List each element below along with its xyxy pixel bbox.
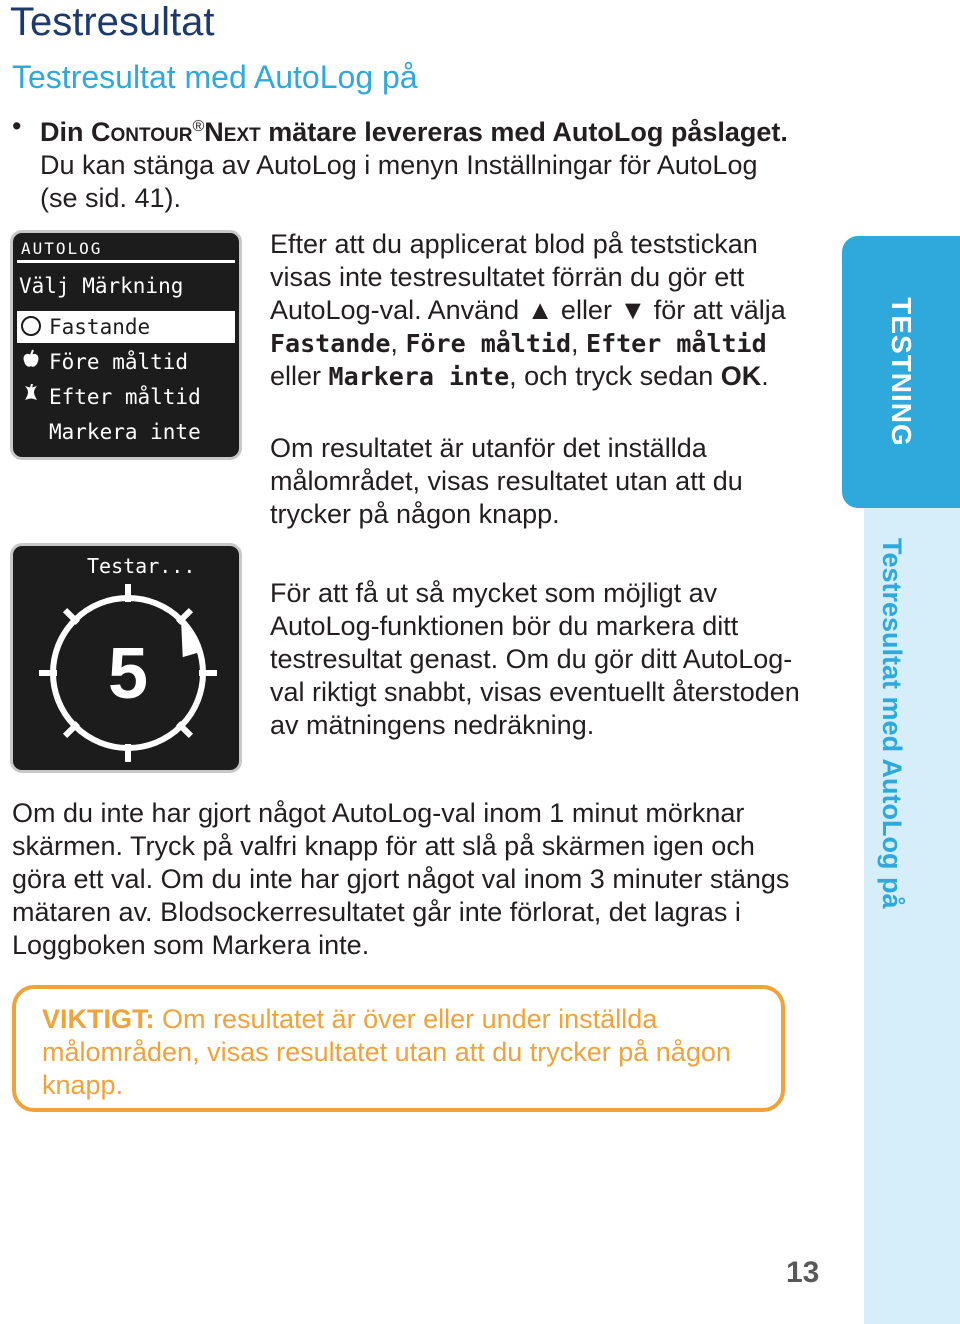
chapter-tab-label: TESTNING — [886, 297, 917, 447]
option-fore-maltid: Före måltid — [405, 329, 572, 358]
countdown-number: 5 — [107, 634, 149, 714]
important-text: Om resultatet är över eller under inställda målområden, visas resultatet utan att du trycker på någon knapp. — [42, 1004, 731, 1100]
chapter-tab — [842, 236, 960, 508]
apple-icon — [19, 346, 43, 378]
text-run: , — [390, 328, 406, 358]
screen-divider — [17, 260, 235, 263]
countdown-dial — [13, 546, 239, 770]
page-number: 13 — [786, 1256, 820, 1289]
bullet-text-regular: Du kan stänga av AutoLog i menyn Inställningar för AutoLog (se sid. 41). — [40, 150, 758, 213]
apple-core-icon — [19, 381, 43, 413]
bullet-text-bold-1: Din — [40, 117, 91, 147]
testing-screen — [10, 543, 242, 773]
important-label: VIKTIGT: — [42, 1004, 155, 1034]
timeout-paragraph: Om du inte har gjort något AutoLog-val inom 1 minut mörknar skärmen. Tryck på valfri knapp för att slå på skärmen igen och göra ett val. Om du inte har gjort något val inom 3 minuter stängs mätaren av. Blodsockerresultatet går inte förlorat, det lagras i Loggboken som Markera inte. — [12, 798, 790, 960]
text-run: för att välja — [646, 295, 786, 325]
testing-screen-header: Testar... — [87, 554, 196, 578]
text-run: , och tryck sedan — [509, 361, 721, 391]
menu-item-label: Markera inte — [49, 420, 201, 444]
menu-item-label: Före måltid — [49, 350, 189, 374]
instruction-paragraph — [270, 228, 810, 393]
sidebar-section — [864, 538, 960, 938]
autolog-screen-header: AUTOLOG — [21, 239, 103, 258]
menu-item-markera-inte[interactable] — [19, 416, 201, 448]
registered-mark: ® — [192, 118, 205, 135]
brand-next: Next — [204, 117, 261, 147]
text-run: , — [571, 328, 587, 358]
up-arrow-icon: ▲ — [526, 295, 554, 325]
option-fastande: Fastande — [270, 329, 391, 358]
autolog-screen — [10, 230, 242, 460]
intro-bullet — [12, 110, 802, 215]
text-run: . — [761, 361, 769, 391]
bullet-dot: • — [12, 111, 22, 141]
option-markera-inte: Markera inte — [328, 362, 510, 391]
menu-item-fore-maltid[interactable] — [19, 346, 188, 378]
section-heading: Testresultat med AutoLog på — [12, 59, 418, 95]
autolog-tip-paragraph: För att få ut så mycket som möjligt av AutoLog-funktionen bör du markera ditt testresultat genast. Om du gör ditt AutoLog-val riktigt snabbt, visas eventuellt återstoden av mätningens nedräkning. — [270, 578, 800, 740]
option-efter-maltid: Efter måltid — [586, 329, 767, 358]
menu-item-fastande[interactable] — [17, 311, 235, 343]
text-run: eller — [270, 361, 329, 391]
circle-icon — [19, 311, 43, 343]
text-run: eller — [553, 295, 620, 325]
sidebar-section-label: Testresultat med AutoLog på — [877, 538, 908, 909]
menu-item-label: Efter måltid — [49, 385, 201, 409]
menu-item-efter-maltid[interactable] — [19, 381, 201, 413]
autolog-screen-title: Välj Märkning — [19, 274, 184, 298]
page-title: Testresultat — [10, 0, 215, 44]
brand-contour: Contour — [91, 117, 193, 147]
ok-label: OK — [720, 361, 762, 391]
out-of-range-paragraph: Om resultatet är utanför det inställda målområdet, visas resultatet utan att du trycker på någon knapp. — [270, 433, 743, 529]
down-arrow-icon: ▼ — [619, 295, 647, 325]
bullet-text-bold-2: mätare levereras med AutoLog påslaget. — [260, 117, 788, 147]
menu-item-label: Fastande — [49, 315, 151, 339]
text-run: Efter att du applicerat blod på teststickan visas inte testresultatet förrän du gör ett AutoLog-val. Använd — [270, 229, 758, 325]
important-notice — [12, 985, 785, 1112]
